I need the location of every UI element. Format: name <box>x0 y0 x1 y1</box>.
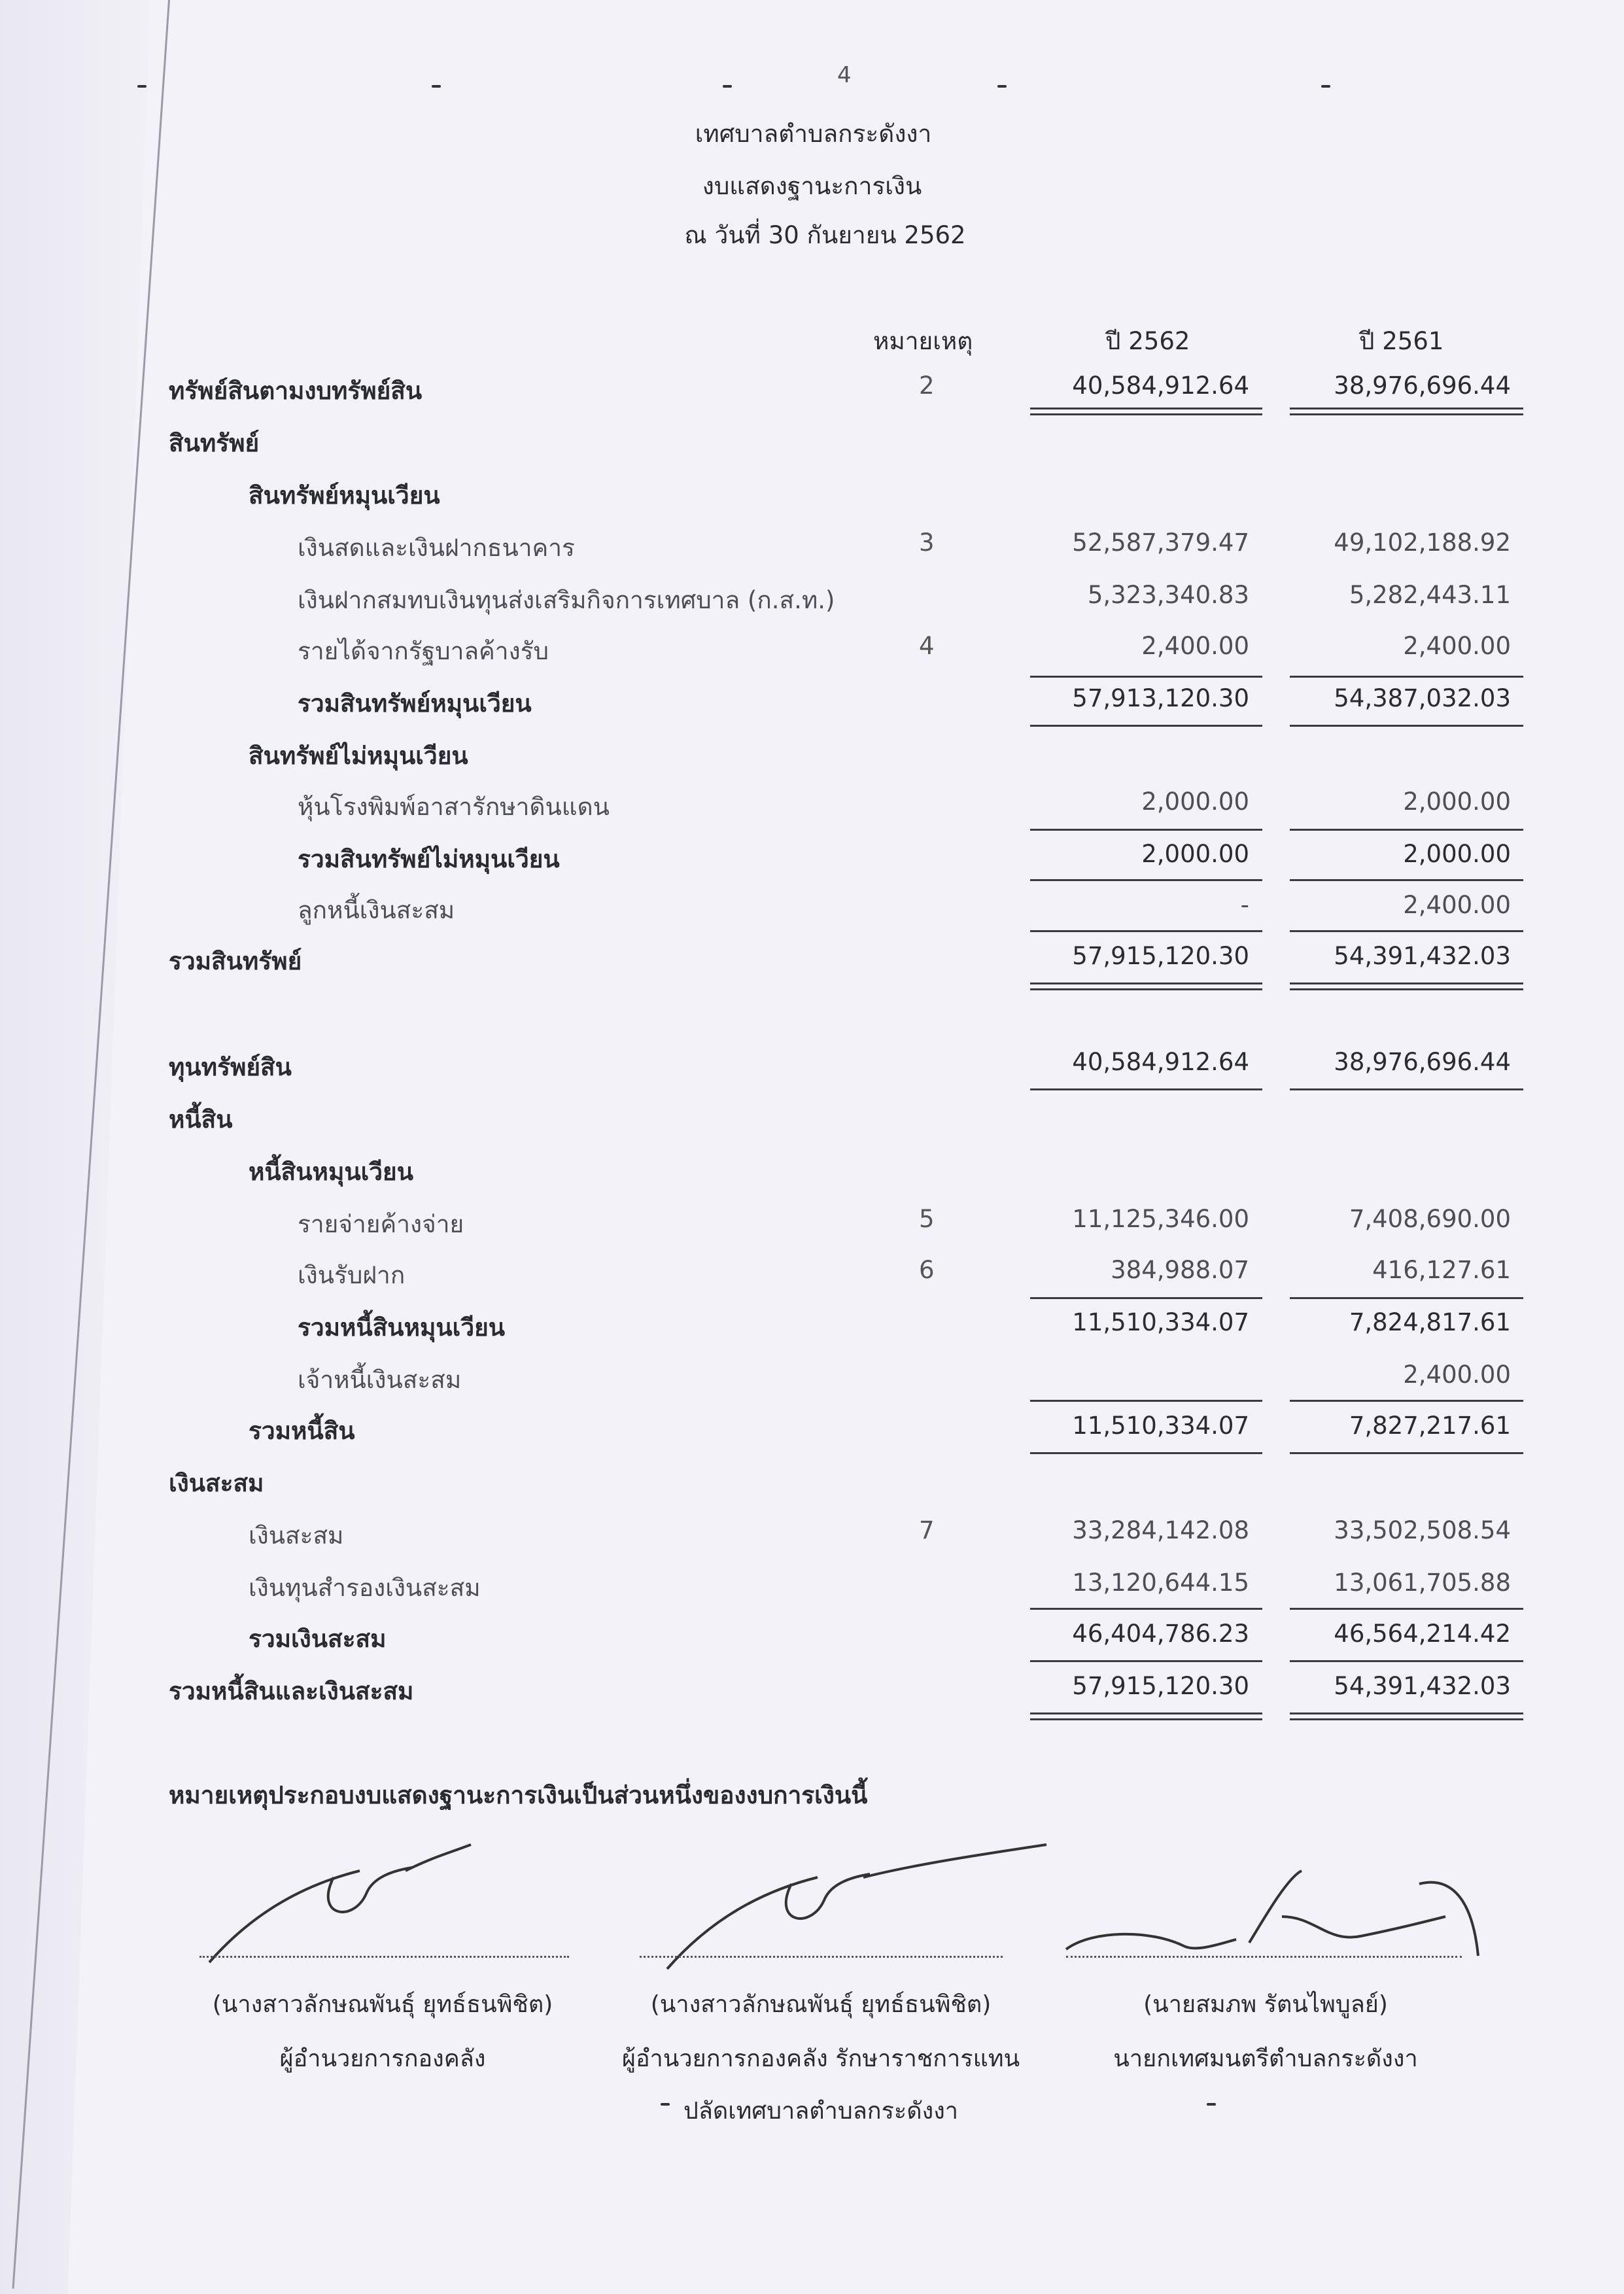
row-value-2562: 2,400.00 <box>1141 632 1249 660</box>
signature-1 <box>196 1832 562 1982</box>
subtotal-row <box>0 1412 1624 1451</box>
row-label: ทรัพย์สินตามงบทรัพย์สิน <box>169 377 423 405</box>
column-year-2561-header: ปี 2561 <box>1359 327 1444 355</box>
row-label: สินทรัพย์ไม่หมุนเวียน <box>249 742 468 770</box>
signature-2 <box>654 1838 1060 1989</box>
table-row <box>0 1516 1624 1555</box>
double-underline <box>1030 988 1262 990</box>
footnote: หมายเหตุประกอบงบแสดงฐานะการเงินเป็นส่วนหนึ่งของงบการเงินนี้ <box>169 1781 868 1809</box>
signature-3 <box>1053 1858 1498 1975</box>
subtotal-row <box>0 1308 1624 1347</box>
row-value-2562: 40,584,912.64 <box>1072 372 1249 400</box>
row-value-2561: 2,000.00 <box>1403 840 1511 868</box>
subtotal-row <box>0 1620 1624 1659</box>
row-value-2561: 13,061,705.88 <box>1334 1569 1511 1597</box>
row-value-2561: 416,127.61 <box>1372 1256 1511 1284</box>
subtotal-line <box>1030 676 1262 678</box>
scan-speck <box>723 85 732 88</box>
table-row <box>0 891 1624 930</box>
subtotal-line <box>1030 1297 1262 1299</box>
subtotal-line <box>1290 725 1523 727</box>
row-value-2562: 11,510,334.07 <box>1072 1308 1249 1336</box>
subtotal-line <box>1030 879 1262 881</box>
row-label: เงินทุนสำรองเงินสะสม <box>249 1574 481 1602</box>
subsection-heading-row <box>0 1153 1624 1192</box>
row-label: ทุนทรัพย์สิน <box>169 1053 292 1081</box>
row-value-2562: 57,913,120.30 <box>1072 684 1249 712</box>
subsection-heading-row <box>0 737 1624 776</box>
row-value-2561: 7,824,817.61 <box>1349 1308 1511 1336</box>
row-label: รายจ่ายค้างจ่าย <box>298 1210 464 1238</box>
double-underline <box>1030 413 1262 415</box>
row-value-2562: 11,125,346.00 <box>1072 1205 1249 1233</box>
row-label: รวมหนี้สินหมุนเวียน <box>298 1313 506 1342</box>
total-row <box>0 942 1624 981</box>
signatory-2-position-line2: ปลัดเทศบาลตำบลกระดังงา <box>683 2098 959 2125</box>
subtotal-line <box>1290 930 1523 932</box>
row-value-2562: 13,120,644.15 <box>1072 1569 1249 1597</box>
statement-title: งบแสดงฐานะการเงิน <box>702 172 922 200</box>
double-underline <box>1290 413 1523 415</box>
subtotal-line <box>1290 1297 1523 1299</box>
row-note: 6 <box>919 1256 935 1284</box>
row-value-2561: 49,102,188.92 <box>1334 529 1511 557</box>
row-note: 4 <box>919 632 935 660</box>
scan-speck <box>997 85 1007 88</box>
subtotal-line <box>1290 1608 1523 1610</box>
row-value-2561: 54,391,432.03 <box>1334 942 1511 970</box>
scan-speck <box>432 85 441 88</box>
row-value-2562: 33,284,142.08 <box>1072 1516 1249 1544</box>
subtotal-line <box>1030 930 1262 932</box>
subtotal-line <box>1290 676 1523 678</box>
row-label: รวมหนี้สินและเงินสะสม <box>169 1677 414 1705</box>
row-label: ลูกหนี้เงินสะสม <box>298 896 455 924</box>
row-value-2561: 54,391,432.03 <box>1334 1672 1511 1700</box>
row-label: เงินสดและเงินฝากธนาคาร <box>298 534 575 562</box>
signatory-3-name: (นายสมภพ รัตนไพบูลย์) <box>1143 1991 1388 2018</box>
row-value-2561: 54,387,032.03 <box>1334 684 1511 712</box>
signature-line-1 <box>199 1956 569 1958</box>
row-label: หนี้สินหมุนเวียน <box>249 1158 414 1186</box>
subtotal-line <box>1290 1400 1523 1402</box>
row-label: เงินฝากสมทบเงินทุนส่งเสริมกิจการเทศบาล (ก.ส.ท.) <box>298 586 835 614</box>
column-year-2562-header: ปี 2562 <box>1105 327 1190 355</box>
double-underline <box>1290 988 1523 990</box>
row-note: 5 <box>919 1205 935 1233</box>
table-row <box>0 372 1624 411</box>
subtotal-line <box>1290 879 1523 881</box>
row-value-2561: 2,400.00 <box>1403 891 1511 919</box>
table-row <box>0 581 1624 620</box>
scan-speck <box>137 85 147 88</box>
subtotal-line <box>1030 1608 1262 1610</box>
signature-line-3 <box>1066 1956 1462 1958</box>
row-label: รายได้จากรัฐบาลค้างรับ <box>298 637 549 665</box>
table-row <box>0 1205 1624 1244</box>
row-label: เงินสะสม <box>249 1521 344 1550</box>
section-heading-row <box>0 1100 1624 1139</box>
row-label: เงินรับฝาก <box>298 1261 406 1289</box>
row-label: เจ้าหนี้เงินสะสม <box>298 1366 462 1394</box>
statement-date: ณ วันที่ 30 กันยายน 2562 <box>684 221 966 249</box>
row-label: รวมสินทรัพย์ <box>169 947 302 975</box>
row-value-2562: 2,000.00 <box>1141 788 1249 816</box>
double-underline <box>1290 1718 1523 1720</box>
column-note-header: หมายเหตุ <box>873 327 973 355</box>
row-value-2561: 38,976,696.44 <box>1334 372 1511 400</box>
double-underline <box>1290 982 1523 984</box>
row-value-2562: 384,988.07 <box>1111 1256 1249 1284</box>
row-value-2561: 46,564,214.42 <box>1334 1620 1511 1648</box>
row-value-2562: 46,404,786.23 <box>1072 1620 1249 1648</box>
double-underline <box>1030 982 1262 984</box>
row-label: รวมสินทรัพย์ไม่หมุนเวียน <box>298 845 560 873</box>
subtotal-line <box>1290 1088 1523 1090</box>
row-value-2562: 40,584,912.64 <box>1072 1048 1249 1076</box>
double-underline <box>1290 1712 1523 1714</box>
row-value-2562: - <box>1240 891 1249 919</box>
row-label: หนี้สิน <box>169 1105 233 1134</box>
section-heading-row <box>0 1464 1624 1503</box>
row-label: รวมเงินสะสม <box>249 1625 387 1653</box>
double-underline <box>1030 1718 1262 1720</box>
scan-speck <box>1321 85 1330 88</box>
signatory-2-name: (นางสาวลักษณพันธุ์ ยุทธ์ธนพิชิต) <box>650 1991 992 2018</box>
row-value-2562: 2,000.00 <box>1141 840 1249 868</box>
row-value-2561: 5,282,443.11 <box>1349 581 1511 609</box>
row-value-2561: 2,400.00 <box>1403 632 1511 660</box>
row-note: 2 <box>919 372 935 400</box>
row-value-2561: 7,408,690.00 <box>1349 1205 1511 1233</box>
subtotal-row <box>0 684 1624 723</box>
table-row <box>0 632 1624 671</box>
row-value-2561: 38,976,696.44 <box>1334 1048 1511 1076</box>
subtotal-line <box>1030 829 1262 831</box>
subtotal-line <box>1030 1452 1262 1454</box>
row-value-2562: 57,915,120.30 <box>1072 1672 1249 1700</box>
org-name: เทศบาลตำบลกระดังงา <box>695 120 932 148</box>
signature-line-2 <box>640 1956 1003 1958</box>
subtotal-line <box>1030 1400 1262 1402</box>
row-value-2562: 5,323,340.83 <box>1087 581 1249 609</box>
page-binding-shadow <box>0 0 150 2294</box>
subtotal-line <box>1290 829 1523 831</box>
subtotal-line <box>1290 1452 1523 1454</box>
subtotal-line <box>1290 1660 1523 1662</box>
double-underline <box>1290 408 1523 409</box>
double-underline <box>1030 1712 1262 1714</box>
row-label: สินทรัพย์ <box>169 429 260 457</box>
row-value-2562: 57,915,120.30 <box>1072 942 1249 970</box>
subtotal-row <box>0 840 1624 879</box>
table-row <box>0 788 1624 827</box>
table-row <box>0 1569 1624 1608</box>
table-row <box>0 1048 1624 1087</box>
row-value-2561: 33,502,508.54 <box>1334 1516 1511 1544</box>
row-value-2562: 52,587,379.47 <box>1072 529 1249 557</box>
page-number: 4 <box>837 62 852 88</box>
row-label: หุ้นโรงพิมพ์อาสารักษาดินแดน <box>298 793 610 821</box>
row-value-2561: 7,827,217.61 <box>1349 1412 1511 1440</box>
signatory-1-name: (นางสาวลักษณพันธุ์ ยุทธ์ธนพิชิต) <box>212 1991 553 2018</box>
row-note: 7 <box>919 1516 935 1544</box>
total-row <box>0 1672 1624 1711</box>
table-row <box>0 529 1624 568</box>
row-label: เงินสะสม <box>169 1469 264 1497</box>
section-heading-row <box>0 424 1624 463</box>
row-label: รวมหนี้สิน <box>249 1417 355 1445</box>
scan-speck <box>1207 2103 1216 2106</box>
signatory-2-position: ผู้อำนวยการกองคลัง รักษาราชการแทน <box>621 2045 1020 2072</box>
table-row <box>0 1361 1624 1400</box>
subtotal-line <box>1030 725 1262 727</box>
row-label: รวมสินทรัพย์หมุนเวียน <box>298 689 532 718</box>
scan-speck <box>661 2103 670 2106</box>
row-value-2561: 2,400.00 <box>1403 1361 1511 1389</box>
table-row <box>0 1256 1624 1295</box>
subtotal-line <box>1030 1660 1262 1662</box>
double-underline <box>1030 408 1262 409</box>
subtotal-line <box>1030 1088 1262 1090</box>
row-note: 3 <box>919 529 935 557</box>
row-value-2561: 2,000.00 <box>1403 788 1511 816</box>
row-label: สินทรัพย์หมุนเวียน <box>249 481 440 510</box>
subsection-heading-row <box>0 476 1624 515</box>
row-value-2562: 11,510,334.07 <box>1072 1412 1249 1440</box>
signatory-1-position: ผู้อำนวยการกองคลัง <box>279 2045 486 2072</box>
signatory-3-position: นายกเทศมนตรีตำบลกระดังงา <box>1113 2045 1418 2072</box>
